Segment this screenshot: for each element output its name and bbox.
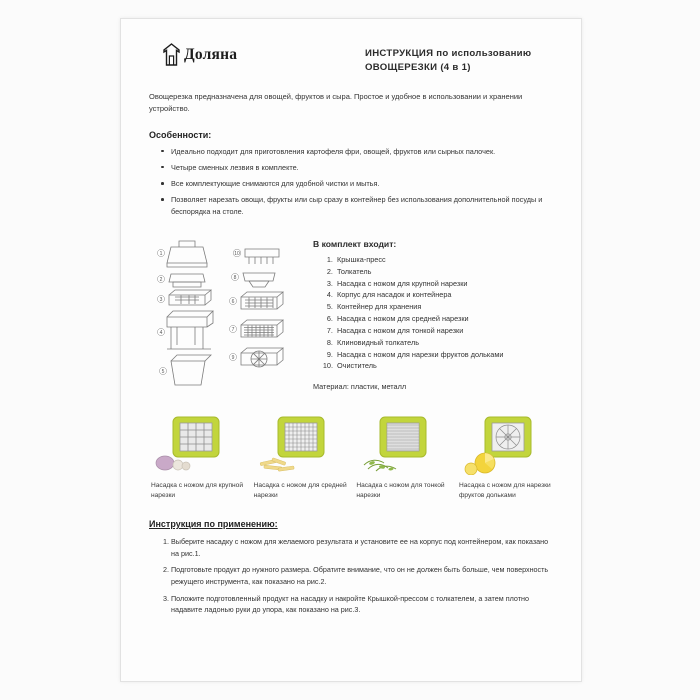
kit-section: [149, 237, 555, 391]
svg-text:2: 2: [159, 277, 163, 284]
instruction-sheet: [120, 18, 582, 682]
document-header: [149, 43, 555, 75]
svg-text:5: 5: [161, 369, 165, 376]
photo-caption: Насадка с ножом для нарезки фруктов дольками: [458, 482, 551, 500]
list-item: 3. Насадка с ножом для крупной нарезки: [335, 278, 555, 290]
svg-text:3: 3: [159, 297, 163, 304]
brand-name: Доляна: [184, 46, 238, 63]
page-title-line1: ИНСТРУКЦИЯ по использованию: [365, 48, 532, 59]
features-title: Особенности:: [149, 129, 212, 140]
features-list: [149, 146, 555, 217]
page-title-line2: ОВОЩЕРЕЗКИ (4 в 1): [365, 61, 471, 73]
list-item: 7. Насадка с ножом для тонкой нарезки: [335, 325, 555, 337]
photo-caption: Насадка с ножом для крупной нарезки: [151, 482, 244, 500]
svg-text:8: 8: [233, 275, 237, 282]
coarse-cut-blade-photo: [149, 413, 247, 475]
medium-cut-blade-photo: [252, 413, 350, 475]
kit-list-block: [313, 237, 555, 391]
list-item: 9. Насадка с ножом для нарезки фруктов дольками: [335, 349, 555, 361]
list-item: Все комплектующие снимаются для удобной чистки и мытья.: [171, 178, 555, 189]
photo-cell-medium: [252, 413, 350, 501]
photo-caption: Насадка с ножом для средней нарезки: [253, 482, 347, 500]
list-item: Четыре сменных лезвия в комплекте.: [171, 162, 555, 173]
kit-list: [313, 254, 555, 372]
list-item: 1. Выберите насадку с ножом для желаемого результата и установите ее на корпус под контейнером, как показано на рис.1.: [171, 536, 555, 559]
svg-text:4: 4: [159, 330, 163, 337]
list-item: 8. Клиновидный толкатель: [335, 337, 555, 349]
photo-cell-fine: [354, 413, 452, 501]
list-item: 2. Подготовьте продукт до нужного размера. Обратите внимание, что он не должен быть больше, чем поверхность режущего инструмента, как показано на рис.2.: [171, 564, 555, 587]
material-note: Материал: пластик, металл: [313, 382, 407, 392]
page-title: [365, 43, 555, 75]
wedge-cut-blade-photo: [457, 413, 555, 475]
svg-text:7: 7: [231, 327, 235, 334]
kit-title: В комплект входит:: [313, 239, 397, 250]
sheet-content: [149, 43, 555, 621]
fine-cut-blade-photo: [354, 413, 452, 475]
list-item: Идеально подходит для приготовления картофеля фри, овощей, фруктов или сырных палочек.: [171, 146, 555, 157]
list-item: 10. Очиститель: [335, 360, 555, 372]
svg-text:6: 6: [231, 299, 235, 306]
house-roof-icon: [163, 43, 180, 67]
usage-list: [149, 536, 555, 616]
list-item: 1. Крышка-пресс: [335, 254, 555, 266]
list-item: 6. Насадка с ножом для средней нарезки: [335, 313, 555, 325]
svg-text:1: 1: [159, 251, 163, 258]
exploded-view-diagram: [149, 237, 307, 389]
list-item: 4. Корпус для насадок и контейнера: [335, 289, 555, 301]
list-item: Позволяет нарезать овощи, фрукты или сыр сразу в контейнер без использования дополнительной посуды и беспорядка на столе.: [171, 194, 555, 217]
usage-section: [149, 519, 555, 616]
list-item: 3. Положите подготовленный продукт на насадку и накройте Крышкой-прессом с толкателем, а затем плотно надавите ладонью руки до упора, как показано на рис.3.: [171, 593, 555, 616]
svg-text:9: 9: [231, 355, 235, 362]
list-item: 5. Контейнер для хранения: [335, 301, 555, 313]
list-item: 2. Толкатель: [335, 266, 555, 278]
usage-title: Инструкция по применению:: [149, 518, 278, 529]
photo-caption: Насадка с ножом для тонкой нарезки: [356, 482, 445, 500]
svg-text:10: 10: [234, 251, 240, 258]
photo-cell-wedge: [457, 413, 555, 501]
brand-logo: [149, 43, 237, 67]
product-photo-row: [149, 413, 555, 501]
photo-cell-coarse: [149, 413, 247, 501]
intro-paragraph: Овощерезка предназначена для овощей, фруктов и сыра. Простое и удобное в использовании и хранении устройство.: [149, 91, 523, 114]
